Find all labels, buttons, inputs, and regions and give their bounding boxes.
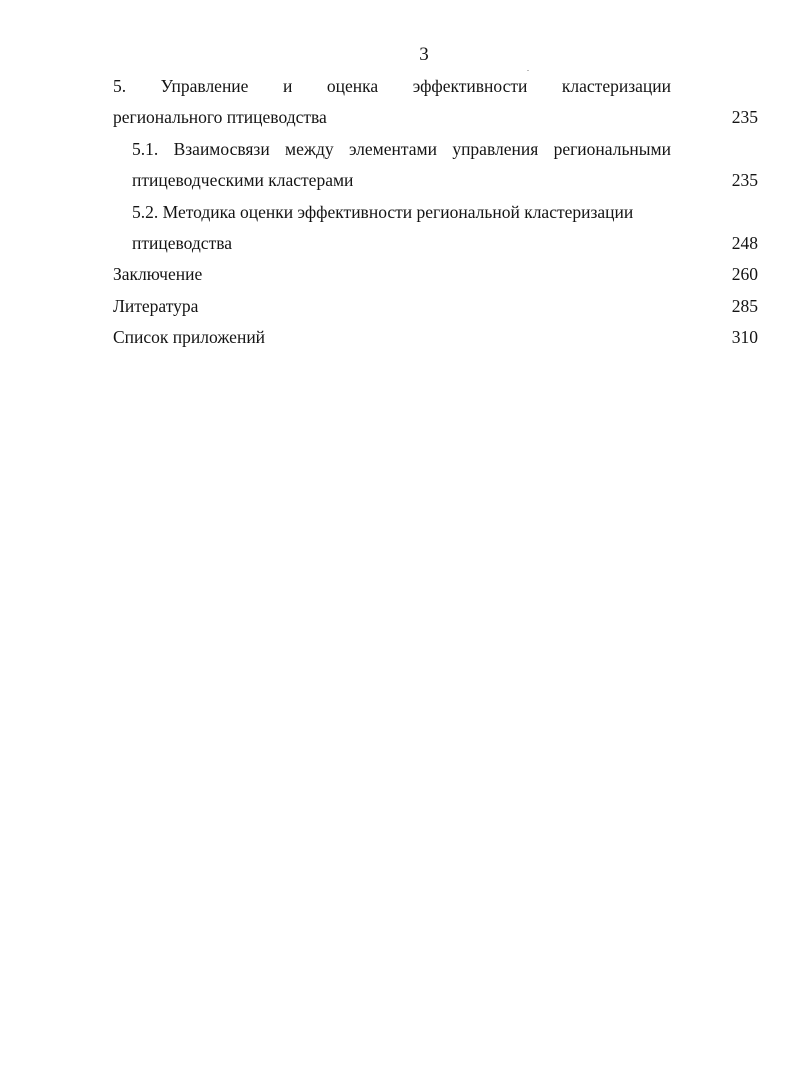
toc-word: элементами [348,138,437,159]
toc-entry-section-5-2 [113,197,758,260]
toc-entry-title-line-2: регионального птицеводства [113,107,327,128]
toc-word: 5.1. [132,138,159,159]
toc-word: эффективности [412,76,528,96]
toc-entry-chapter-5 [113,71,758,134]
toc-page-number: 235 [731,107,758,128]
toc-entry-title: Заключение [113,264,203,285]
page-number: 3 [419,44,429,65]
toc-entry-title-line-1 [132,134,671,165]
toc-entry-title-line-2: птицеводства [132,232,233,253]
toc-entry-title-line-2: птицеводческими кластерами [132,170,354,191]
toc-word: региональными [553,138,671,159]
toc-word: и [282,76,293,96]
toc-entry-title-line-1 [113,71,671,102]
toc-word: между [285,138,334,159]
toc-word: Взаимосвязи [173,138,270,159]
table-of-contents [113,71,758,354]
toc-page-number: 260 [731,264,758,285]
toc-page-number: 285 [731,295,758,316]
toc-entry-literature [113,291,758,322]
toc-entry-title: Список приложений [113,327,266,348]
toc-page-number: 310 [731,327,758,348]
toc-page-number: 248 [731,232,758,253]
toc-word: управления [452,138,539,159]
toc-word: Управление [160,76,249,96]
toc-entry-section-5-1 [113,134,758,197]
toc-word: 5. [113,76,127,96]
toc-entry-title-line-1: 5.2. Методика оценки эффективности региональной кластеризации [132,201,634,222]
toc-entry-appendices [113,322,758,353]
toc-word: оценка [326,76,379,96]
toc-entry-conclusion [113,259,758,290]
toc-entry-title: Литература [113,295,199,316]
toc-word: кластеризации [561,76,671,96]
toc-page-number: 235 [731,170,758,191]
